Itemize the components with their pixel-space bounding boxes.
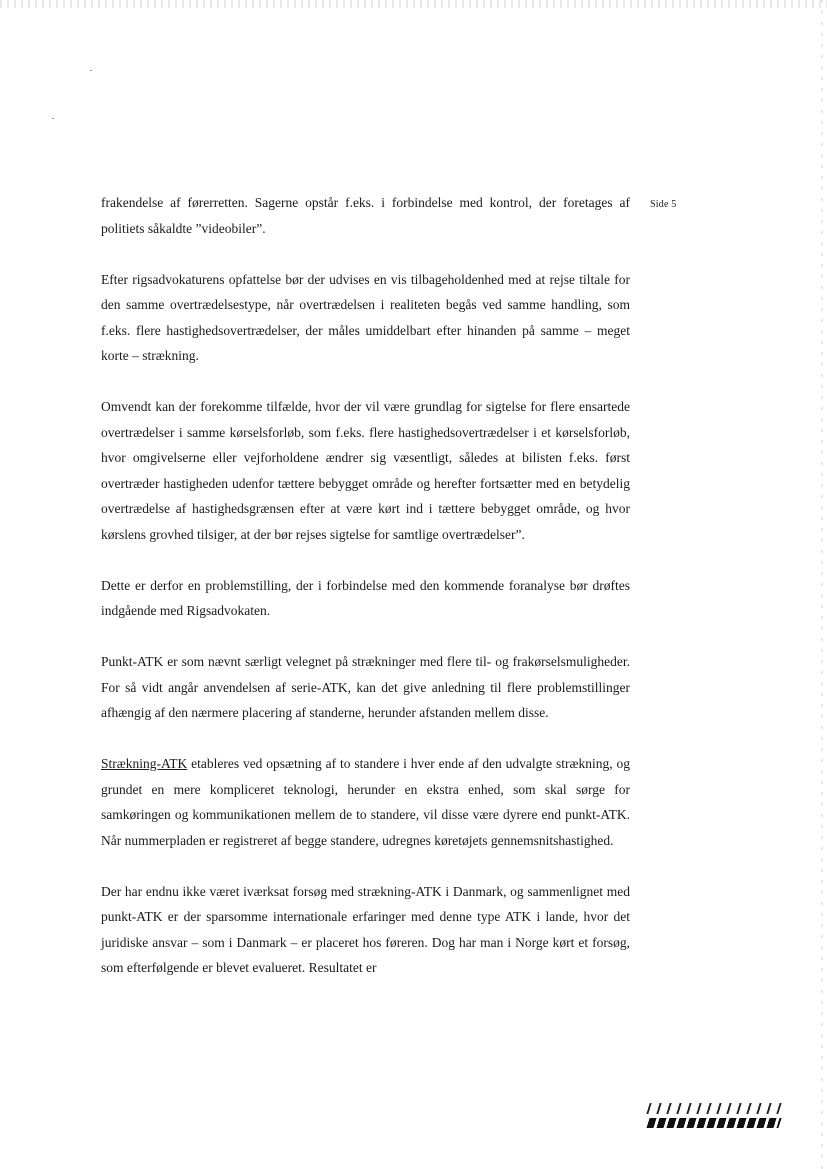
document-body bbox=[101, 190, 630, 981]
paragraph-4: Dette er derfor en problemstilling, der i forbindelse med den kommende foranalyse bør drøftes indgående med Rigsadvokaten. bbox=[101, 577, 630, 618]
scan-speck bbox=[90, 70, 92, 71]
paragraph-2: Efter rigsadvokaturens opfattelse bør der udvises en vis tilbageholdenhed med at rejse tiltale for den samme overtrædelsestype, når overtrædelsen i realiteten begås ved samme handling, som f.eks. flere hastighedsovertrædelser, der måles umiddelbart efter hinanden på samme – meget korte – strækning. bbox=[101, 271, 630, 363]
paragraph-6 bbox=[101, 751, 630, 853]
paragraph-7: Der har endnu ikke været iværksat forsøg med strækning-ATK i Danmark, og sammenlignet med punkt-ATK er der sparsomme internationale erfaringer med denne type ATK i lande, hvor det juridiske ansvar – som i Danmark – er placeret hos føreren. Dog har man i Norge kørt et forsøg, som efterfølgende er blevet evalueret. Resultatet er bbox=[101, 883, 630, 975]
scan-top-edge bbox=[0, 0, 827, 8]
scan-right-edge bbox=[821, 0, 823, 1169]
barcode-top-row bbox=[646, 1103, 782, 1114]
page-number-label: Side 5 bbox=[650, 199, 677, 210]
paragraph-1: frakendelse af førerretten. Sagerne opstår f.eks. i forbindelse med kontrol, der foretages af politiets såkaldte ”videobiler”. bbox=[101, 195, 630, 236]
paragraph-6-text: etableres ved opsætning af to standere i hver ende af den udvalgte strækning, og grundet en mere kompliceret teknologi, herunder en ekstra enhed, som skal sørge for samkøringen og kommunikationen mellem de to standere, vil disse være dyrere end punkt-ATK. Når nummerpladen er registreret af begge standere, udregnes køretøjets gennemsnitshastighed. bbox=[101, 756, 630, 848]
underlined-term: Strækning-ATK bbox=[101, 756, 188, 771]
paragraph-3: Omvendt kan der forekomme tilfælde, hvor der vil være grundlag for sigtelse for flere ensartede overtrædelser i samme kørselsforløb, som f.eks. flere hastighedsovertrædelser i et kørselsforløb, hvor omgivelserne eller vejforholdene ændrer sig væsentligt, således at bilisten f.eks. først overtræder hastigheden udenfor tættere bebygget område og herefter fortsætter med en betydelig overtrædelse af hastighedsgrænsen efter at være kørt ind i tættere bebygget område, og hvor kørslens grovhed tilsiger, at der bør rejses sigtelse for samtlige overtrædelser”. bbox=[101, 399, 630, 542]
barcode-mark bbox=[648, 1103, 780, 1129]
scan-speck bbox=[52, 118, 54, 119]
barcode-bottom-row bbox=[646, 1118, 781, 1128]
paragraph-5: Punkt-ATK er som nævnt særligt velegnet på strækninger med flere til- og frakørselsmuligheder. For så vidt angår anvendelsen af serie-ATK, kan det give anledning til flere problemstillinger afhængig af den nærmere placering af standerne, herunder afstanden mellem disse. bbox=[101, 654, 630, 720]
